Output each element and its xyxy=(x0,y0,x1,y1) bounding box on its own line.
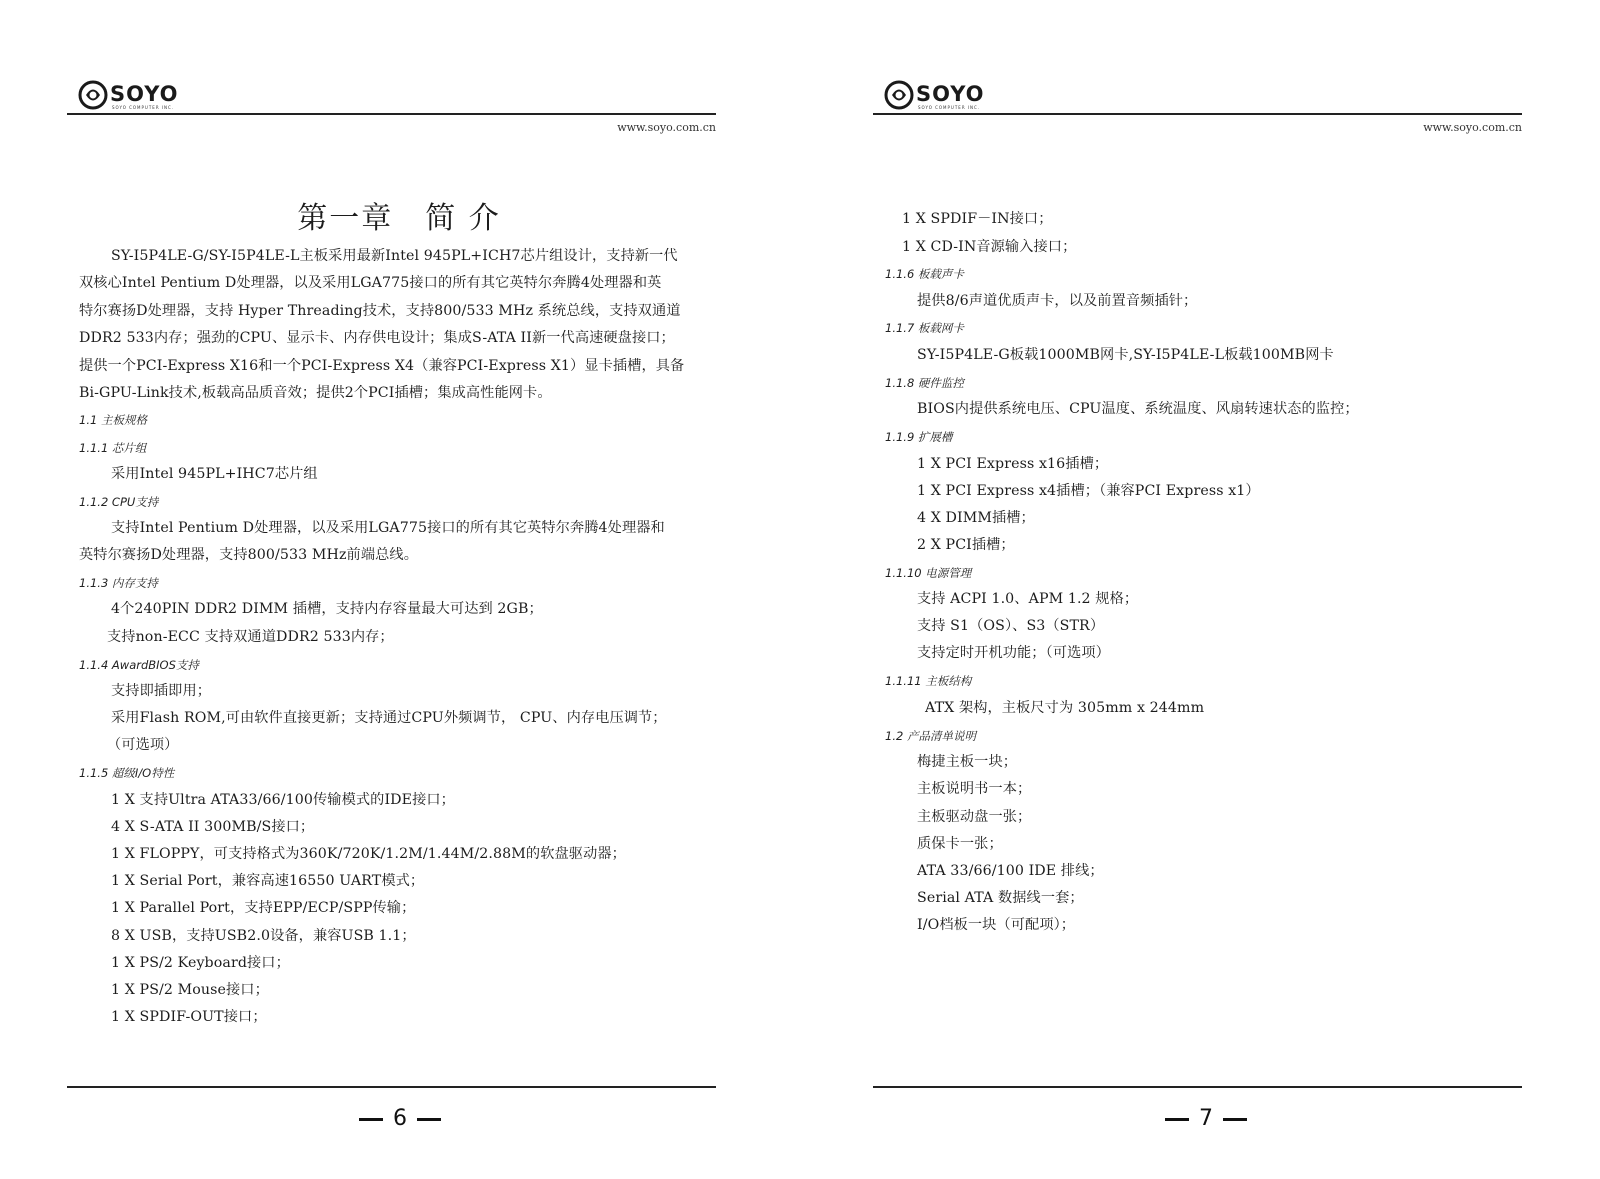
page-number-value: 7 xyxy=(1199,1106,1213,1131)
section-heading: 1.1 主板规格 xyxy=(79,413,147,427)
header-url: www.soyo.com.cn xyxy=(617,121,716,134)
memory-line: 支持non-ECC 支持双通道DDR2 533内存； xyxy=(107,629,394,645)
io-line: 4 X S-ATA II 300MB/S接口； xyxy=(111,819,315,835)
brand-name: SOYO xyxy=(916,82,985,106)
header-rule xyxy=(67,113,716,115)
slot-line: 1 X PCI Express x16插槽； xyxy=(917,456,1109,472)
slot-line: 4 X DIMM插槽； xyxy=(917,510,1035,526)
cpu-line: 英特尔赛扬D处理器，支持800/533 MHz前端总线。 xyxy=(79,547,418,563)
bios-line: （可选项） xyxy=(107,737,179,753)
section-heading: 1.2 产品清单说明 xyxy=(885,729,976,743)
package-item: 梅捷主板一块； xyxy=(917,754,1018,770)
page-number-dash xyxy=(1165,1118,1189,1121)
intro-line: 特尔赛扬D处理器，支持 Hyper Threading技术，支持800/533 MHz 系统总线，支持双通道 xyxy=(79,303,681,319)
brand-name: SOYO xyxy=(110,82,179,106)
package-item: I/O档板一块（可配项）； xyxy=(917,917,1076,933)
intro-line: Bi-GPU-Link技术,板载高品质音效；提供2个PCI插槽；集成高性能网卡。 xyxy=(79,385,552,401)
intro-line: DDR2 533内存；强劲的CPU、显示卡、内存供电设计；集成S-ATA II新一代高速硬盘接口； xyxy=(79,330,675,346)
intro-line: SY-I5P4LE-G/SY-I5P4LE-L主板采用最新Intel 945PL+ICH7芯片组设计，支持新一代 xyxy=(111,248,678,264)
section-heading: 1.1.2 CPU支持 xyxy=(79,495,159,509)
page-number xyxy=(806,1106,1600,1131)
io-line: 1 X SPDIF-OUT接口； xyxy=(111,1009,267,1025)
io-line: 1 X CD-IN音源输入接口； xyxy=(902,239,1077,255)
io-line: 1 X Parallel Port，支持EPP/ECP/SPP传输； xyxy=(111,900,416,916)
soyo-emblem-icon xyxy=(884,80,914,110)
section-heading: 1.1.8 硬件监控 xyxy=(885,376,964,390)
io-line: 1 X SPDIF－IN接口； xyxy=(902,211,1053,227)
section-heading: 1.1.11 主板结构 xyxy=(885,674,972,688)
power-line: 支持定时开机功能；（可选项） xyxy=(917,645,1110,661)
io-line: 1 X PS/2 Keyboard接口； xyxy=(111,955,290,971)
chapter-title: 第一章 简 介 xyxy=(297,201,501,236)
footer-rule xyxy=(67,1086,716,1088)
header-url: www.soyo.com.cn xyxy=(1423,121,1522,134)
section-heading: 1.1.4 AwardBIOS支持 xyxy=(79,658,199,672)
brand-subtitle: SOYO COMPUTER INC. xyxy=(112,105,175,110)
section-heading: 1.1.3 内存支持 xyxy=(79,576,158,590)
slot-line: 1 X PCI Express x4插槽；（兼容PCI Express x1） xyxy=(917,483,1260,499)
power-line: 支持 S1（OS）、S3（STR） xyxy=(917,618,1105,634)
io-line: 8 X USB，支持USB2.0设备，兼容USB 1.1； xyxy=(111,928,416,944)
io-line: 1 X PS/2 Mouse接口； xyxy=(111,982,269,998)
section-heading: 1.1.6 板载声卡 xyxy=(885,267,964,281)
page-number-dash xyxy=(1223,1118,1247,1121)
lan-text: SY-I5P4LE-G板载1000MB网卡,SY-I5P4LE-L板载100MB网卡 xyxy=(917,347,1334,363)
form-factor-text: ATX 架构，主板尺寸为 305mm x 244mm xyxy=(925,700,1205,716)
section-heading: 1.1.7 板载网卡 xyxy=(885,321,964,335)
memory-line: 4个240PIN DDR2 DIMM 插槽，支持内存容量最大可达到 2GB； xyxy=(111,601,543,617)
io-line: 1 X FLOPPY，可支持格式为360K/720K/1.2M/1.44M/2.88M的软盘驱动器； xyxy=(111,846,626,862)
power-line: 支持 ACPI 1.0、APM 1.2 规格； xyxy=(917,591,1139,607)
footer-rule xyxy=(873,1086,1522,1088)
section-heading: 1.1.9 扩展槽 xyxy=(885,430,953,444)
io-line: 1 X 支持Ultra ATA33/66/100传输模式的IDE接口； xyxy=(111,792,455,808)
slot-line: 2 X PCI插槽； xyxy=(917,537,1015,553)
page-number-value: 6 xyxy=(393,1106,407,1131)
section-heading: 1.1.10 电源管理 xyxy=(885,566,972,580)
header-rule xyxy=(873,113,1522,115)
package-item: 主板说明书一本； xyxy=(917,781,1032,797)
page-number xyxy=(0,1106,800,1131)
io-line: 1 X Serial Port，兼容高速16550 UART模式； xyxy=(111,873,425,889)
audio-text: 提供8/6声道优质声卡，以及前置音频插针； xyxy=(917,293,1198,309)
page-number-dash xyxy=(359,1118,383,1121)
package-item: 质保卡一张； xyxy=(917,836,1003,852)
cpu-line: 支持Intel Pentium D处理器，以及采用LGA775接口的所有其它英特尔奔腾4处理器和 xyxy=(111,520,665,536)
intro-line: 双核心Intel Pentium D处理器，以及采用LGA775接口的所有其它英特尔奔腾4处理器和英 xyxy=(79,275,662,291)
brand-subtitle: SOYO COMPUTER INC. xyxy=(918,105,981,110)
package-item: 主板驱动盘一张； xyxy=(917,809,1032,825)
section-heading: 1.1.5 超级I/O特性 xyxy=(79,766,175,780)
page-number-dash xyxy=(417,1118,441,1121)
right-page xyxy=(806,0,1600,1179)
bios-line: 支持即插即用； xyxy=(111,683,212,699)
monitor-text: BIOS内提供系统电压、CPU温度、系统温度、风扇转速状态的监控； xyxy=(917,401,1359,417)
chipset-text: 采用Intel 945PL+IHC7芯片组 xyxy=(111,466,318,482)
bios-line: 采用Flash ROM,可由软件直接更新；支持通过CPU外频调节， CPU、内存电压调节； xyxy=(111,710,667,726)
package-item: Serial ATA 数据线一套； xyxy=(917,890,1084,906)
section-heading: 1.1.1 芯片组 xyxy=(79,441,147,455)
package-item: ATA 33/66/100 IDE 排线； xyxy=(917,863,1104,879)
soyo-emblem-icon xyxy=(78,80,108,110)
intro-line: 提供一个PCI-Express X16和一个PCI-Express X4（兼容PCI-Express X1）显卡插槽，具备 xyxy=(79,358,685,374)
